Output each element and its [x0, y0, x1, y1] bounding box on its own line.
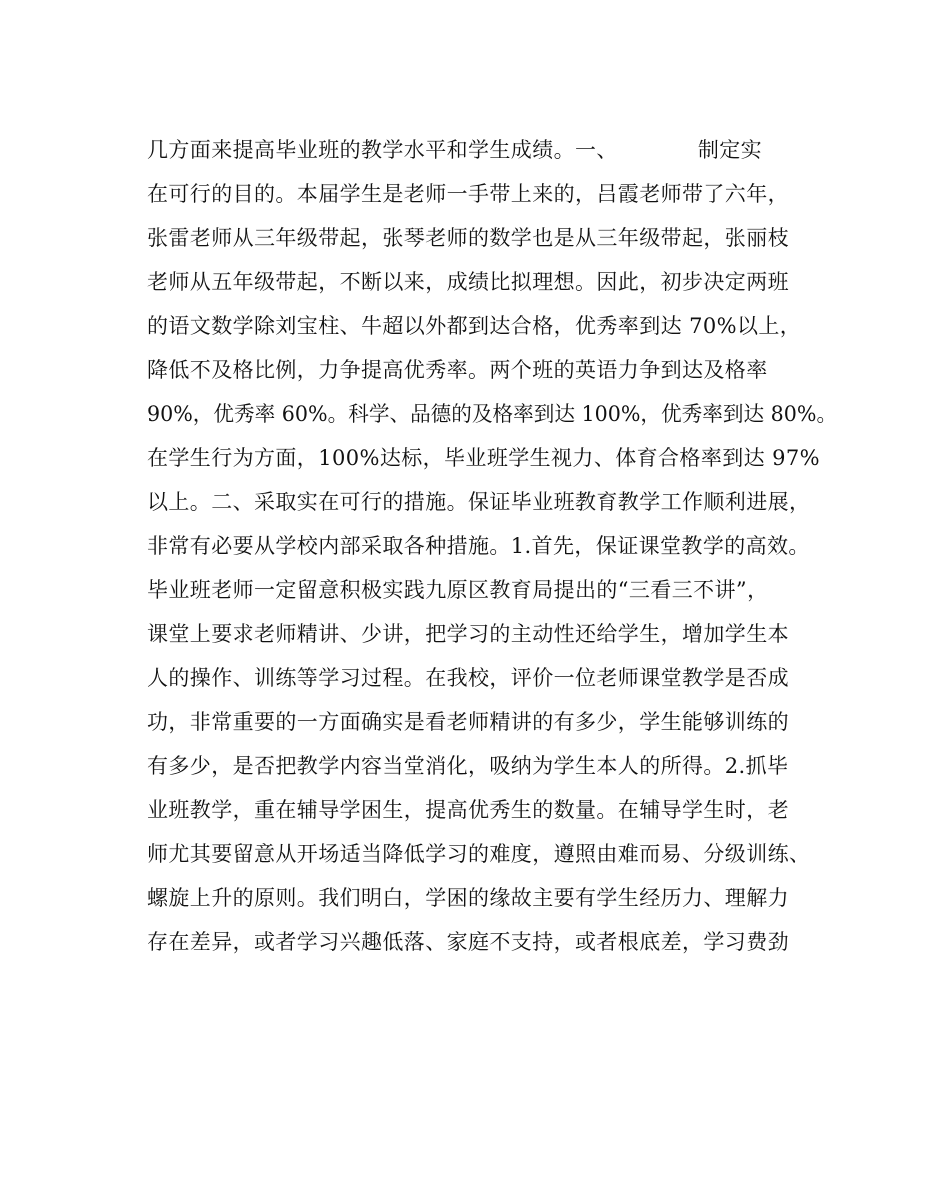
text-line — [147, 128, 827, 172]
body-text — [147, 128, 838, 964]
text-line: 人的操作、训练等学习过程。在我校，评价一位老师课堂教学是否成 — [147, 666, 789, 690]
text-line: 的语文数学除刘宝柱、牛超以外都到达合格，优秀率到达 70%以上， — [147, 314, 802, 338]
text-line: 存在差异，或者学习兴趣低落、家庭不支持，或者根底差，学习费劲 — [147, 930, 789, 954]
text-line: 在可行的目的。本届学生是老师一手带上来的，吕霞老师带了六年， — [147, 182, 789, 206]
text-line: 课堂上要求老师精讲、少讲，把学习的主动性还给学生，增加学生本 — [147, 622, 789, 646]
text-line: 有多少，是否把教学内容当堂消化，吸纳为学生本人的所得。2.抓毕 — [147, 754, 789, 778]
text-line: 张雷老师从三年级带起，张琴老师的数学也是从三年级带起，张丽枝 — [147, 226, 789, 250]
text-line: 老师从五年级带起，不断以来，成绩比拟理想。因此，初步决定两班 — [147, 270, 789, 294]
text-segment: 制定实 — [697, 138, 763, 162]
text-line: 在学生行为方面，100%达标，毕业班学生视力、体育合格率到达 97% — [147, 446, 820, 470]
text-line: 毕业班老师一定留意积极实践九原区教育局提出的“三看三不讲”， — [147, 578, 769, 602]
text-line: 师尤其要留意从开场适当降低学习的难度，遵照由难而易、分级训练、 — [147, 842, 811, 866]
text-line: 降低不及格比例，力争提高优秀率。两个班的英语力争到达及格率 — [147, 358, 768, 382]
text-segment: 几方面来提高毕业班的教学水平和学生成绩。一、 — [147, 138, 618, 162]
text-line: 螺旋上升的原则。我们明白，学困的缘故主要有学生经历力、理解力 — [147, 886, 789, 910]
text-line: 非常有必要从学校内部采取各种措施。1.首先，保证课堂教学的高效。 — [147, 534, 810, 558]
text-line: 90%，优秀率 60%。科学、品德的及格率到达 100%，优秀率到达 80%。 — [147, 402, 838, 426]
text-line: 业班教学，重在辅导学困生，提高优秀生的数量。在辅导学生时，老 — [147, 798, 789, 822]
text-line: 以上。二、采取实在可行的措施。保证毕业班教育教学工作顺利进展， — [147, 490, 811, 514]
text-line: 功，非常重要的一方面确实是看老师精讲的有多少，学生能够训练的 — [147, 710, 789, 734]
